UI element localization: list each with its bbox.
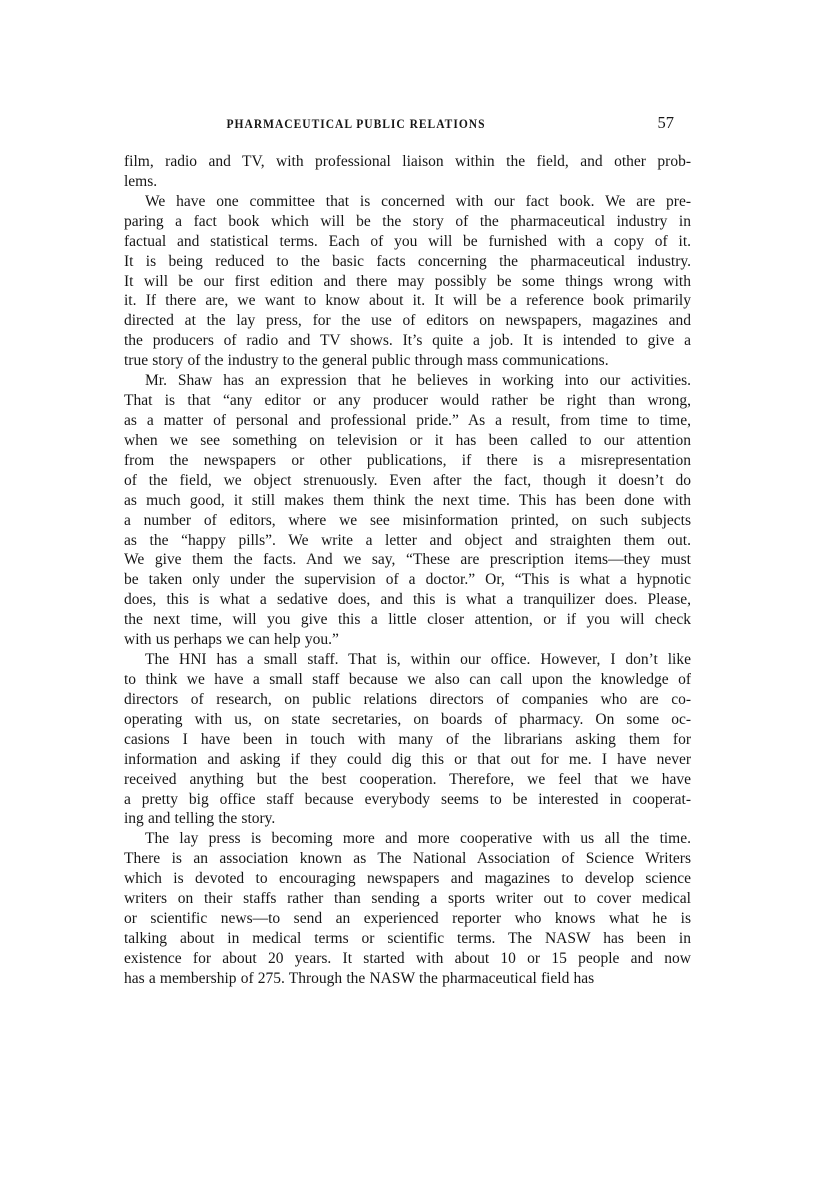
running-header	[0, 0, 816, 140]
running-header-title: PHARMACEUTICAL PUBLIC RELATIONS	[226, 117, 486, 131]
text-line: writers on their staffs rather than sending a sports writer out to cover medical	[124, 890, 691, 908]
text-line: factual and statistical terms. Each of you will be furnished with a copy of it.	[124, 232, 691, 250]
text-line: It is being reduced to the basic facts concerning the pharmaceutical industry.	[124, 252, 691, 270]
text-line: as the “happy pills”. We write a letter and object and straighten them out.	[124, 531, 691, 549]
text-line: The lay press is becoming more and more cooperative with us all the time.	[145, 830, 691, 848]
page-body	[124, 152, 691, 989]
text-line: it. If there are, we want to know about it. It will be a reference book primarily	[124, 292, 691, 310]
text-line: received anything but the best cooperation. Therefore, we feel that we have	[124, 770, 691, 788]
text-line: directors of research, on public relations directors of companies who are co-	[124, 690, 691, 708]
text-line: from the newspapers or other publications, if there is a misrepresentation	[124, 451, 691, 469]
text-line: to think we have a small staff because we also can call upon the knowledge of	[124, 670, 691, 688]
text-line: or scientific news—to send an experienced reporter who knows what he is	[124, 910, 691, 928]
text-line: talking about in medical terms or scientific terms. The NASW has been in	[124, 929, 691, 947]
text-line: existence for about 20 years. It started with about 10 or 15 people and now	[124, 949, 691, 967]
text-line: does, this is what a sedative does, and this is what a tranquilizer does. Please,	[124, 591, 691, 609]
text-line: ing and telling the story.	[124, 810, 276, 828]
page-number: 57	[657, 113, 674, 132]
text-line: the producers of radio and TV shows. It’s quite a job. It is intended to give a	[124, 332, 691, 350]
text-line: which is devoted to encouraging newspapers and magazines to develop science	[124, 870, 691, 888]
text-line: a number of editors, where we see misinformation printed, on such subjects	[124, 511, 691, 529]
text-line: true story of the industry to the general public through mass communications.	[124, 352, 609, 370]
text-line: as a matter of personal and professional pride.” As a result, from time to time,	[124, 411, 691, 429]
text-line: a pretty big office staff because everybody seems to be interested in cooperat-	[124, 790, 691, 808]
text-line: the next time, will you give this a little closer attention, or if you will check	[124, 611, 691, 629]
text-line: paring a fact book which will be the story of the pharmaceutical industry in	[124, 212, 691, 230]
paragraph	[124, 192, 691, 371]
paragraph	[124, 829, 691, 988]
text-line: casions I have been in touch with many of the librarians asking them for	[124, 730, 691, 748]
text-line: be taken only under the supervision of a doctor.” Or, “This is what a hypnotic	[124, 571, 691, 589]
text-line: We have one committee that is concerned with our fact book. We are pre-	[145, 192, 691, 210]
text-line: The HNI has a small staff. That is, within our office. However, I don’t like	[145, 651, 691, 669]
text-line: Mr. Shaw has an expression that he believes in working into our activities.	[145, 372, 691, 390]
text-line: as much good, it still makes them think the next time. This has been done with	[124, 491, 691, 509]
text-line: has a membership of 275. Through the NASW the pharmaceutical field has	[124, 969, 595, 987]
text-line: operating with us, on state secretaries, on boards of pharmacy. On some oc-	[124, 710, 691, 728]
text-line: It will be our first edition and there may possibly be some things wrong with	[124, 272, 691, 290]
text-line: lems.	[124, 172, 158, 190]
text-line: information and asking if they could dig this or that out for me. I have never	[124, 750, 691, 768]
text-line: film, radio and TV, with professional liaison within the field, and other prob-	[124, 153, 691, 170]
text-line: of the field, we object strenuously. Even after the fact, though it doesn’t do	[124, 471, 691, 489]
paragraph	[124, 371, 691, 650]
text-line: We give them the facts. And we say, “These are prescription items—they must	[124, 551, 691, 569]
paragraph	[124, 650, 691, 829]
text-line: There is an association known as The National Association of Science Writers	[124, 850, 691, 868]
text-line: directed at the lay press, for the use of editors on newspapers, magazines and	[124, 312, 691, 330]
text-line: with us perhaps we can help you.”	[124, 631, 339, 649]
text-line: That is that “any editor or any producer would rather be right than wrong,	[124, 392, 691, 410]
text-line: when we see something on television or it has been called to our attention	[124, 431, 691, 449]
paragraph	[124, 152, 691, 192]
